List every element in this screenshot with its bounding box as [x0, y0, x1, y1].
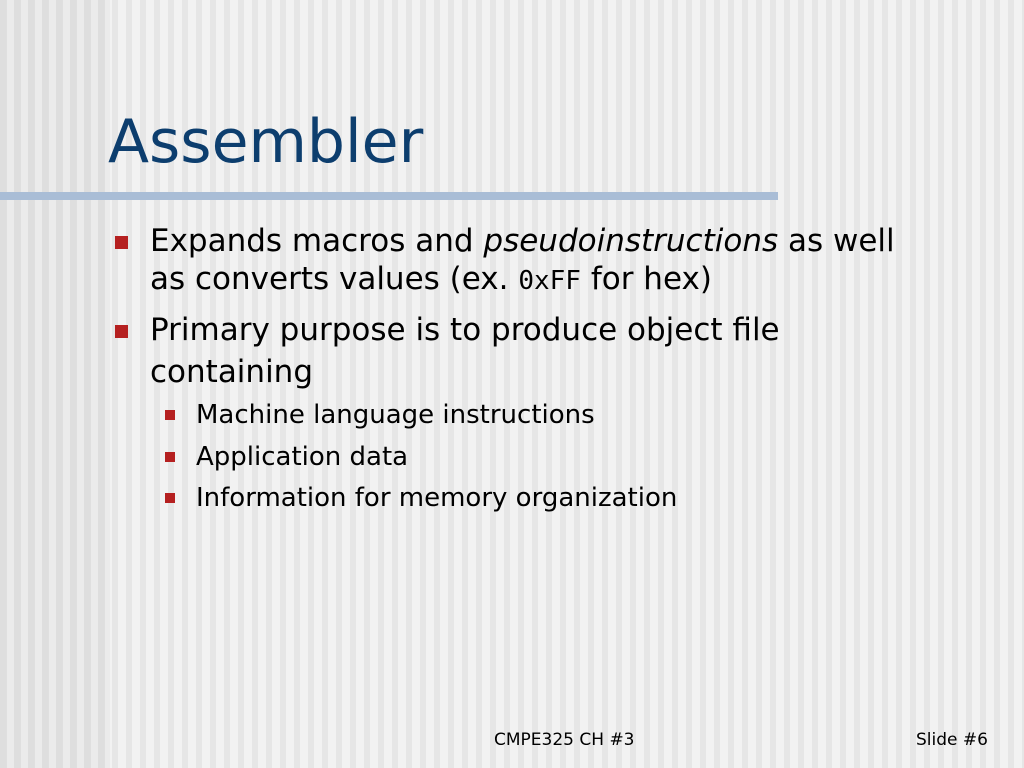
hex-code: 0xFF: [518, 266, 581, 296]
bullet-1-line-1: [150, 222, 990, 260]
bullet-1: [150, 222, 990, 300]
sub-bullet-3: Information for memory organization: [196, 483, 678, 513]
bullet-2-line-2: containing: [150, 354, 314, 390]
bullet-1-text-after: as well: [778, 223, 895, 259]
footer-course: CMPE325 CH #3: [494, 730, 635, 750]
bullet-marker-1: [115, 236, 128, 249]
bullet-2: [150, 311, 990, 391]
bullet-1-line2-text: as converts values (ex.: [150, 261, 519, 297]
bullet-1-line-2: [150, 260, 990, 300]
sub-bullet-marker-2: [165, 452, 175, 462]
sub-bullet-marker-3: [165, 493, 175, 503]
footer-slide-number: Slide #6: [916, 730, 988, 750]
slide-title: Assembler: [108, 107, 424, 177]
bullet-2-line-1: Primary purpose is to produce object file: [150, 312, 780, 348]
background-stripes: [0, 0, 110, 768]
sub-bullet-1: Machine language instructions: [196, 400, 595, 430]
sub-bullet-2: Application data: [196, 442, 409, 472]
bullet-1-italic: pseudoinstructions: [483, 223, 779, 259]
sub-bullet-marker-1: [165, 410, 175, 420]
bullet-1-text: Expands macros and: [150, 223, 484, 259]
title-underline: [0, 192, 778, 200]
bullet-marker-2: [115, 325, 128, 338]
bullet-1-line2-after: for hex): [580, 261, 712, 297]
